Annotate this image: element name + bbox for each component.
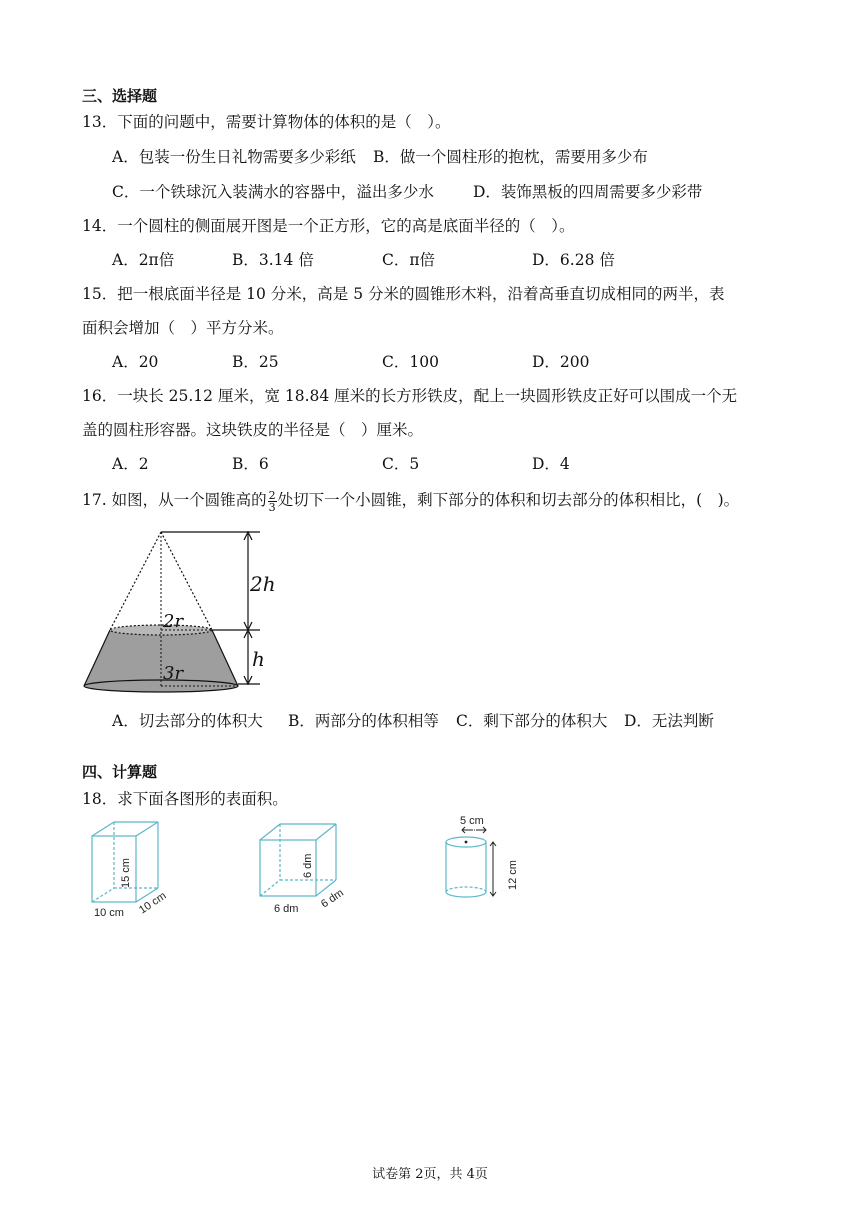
cone-cut-figure: [78, 526, 278, 696]
fraction-denominator: 3: [268, 500, 276, 514]
q17-option-b: B．两部分的体积相等: [288, 712, 439, 730]
q13-option-d: D．装饰黑板的四周需要多少彩带: [473, 183, 703, 201]
q13-option-a: A．包装一份生日礼物需要多少彩纸: [112, 148, 356, 166]
label-2h: 2h: [250, 572, 276, 596]
q14-option-c: C．π倍: [382, 251, 436, 269]
q18-stem: 18．求下面各图形的表面积。: [82, 790, 288, 808]
q17-stem-before: 17. 如图，从一个圆锥高的: [82, 491, 267, 509]
q15-stem-line1: 15．把一根底面半径是 10 分米，高是 5 分米的圆锥形木料，沿着高垂直切成相同的两半，表: [82, 285, 725, 303]
q13-option-c: C．一个铁球沉入装满水的容器中，溢出多少水: [112, 183, 434, 201]
cylinder-diameter-label: 5 cm: [460, 815, 484, 827]
cube-width-label: 6 dm: [274, 903, 299, 915]
q15-option-d: D．200: [532, 353, 590, 371]
q16-stem-line1: 16．一块长 25.12 厘米，宽 18.84 厘米的长方形铁皮，配上一块圆形铁皮正好可以围成一个无: [82, 387, 738, 405]
q15-option-c: C．100: [382, 353, 439, 371]
section-title-choice: 三、选择题: [82, 87, 158, 105]
cuboid-figure: [84, 816, 174, 920]
q17-option-a: A．切去部分的体积大: [112, 712, 263, 730]
q13-stem: 13．下面的问题中，需要计算物体的体积的是（ ）。: [82, 113, 451, 131]
label-h: h: [252, 647, 265, 671]
q15-option-a: A．20: [112, 353, 159, 371]
fraction-two-thirds: [268, 490, 277, 513]
label-3r: 3r: [163, 663, 184, 684]
cube-depth-label: 6 dm: [318, 886, 346, 911]
q13-option-b: B．做一个圆柱形的抱枕，需要用多少布: [373, 148, 648, 166]
q16-option-d: D．4: [532, 455, 570, 473]
page-footer: 试卷第 2页，共 4页: [372, 1167, 488, 1182]
q16-stem-line2: 盖的圆柱形容器。这块铁皮的半径是（ ）厘米。: [82, 421, 424, 439]
cuboid-depth-label: 10 cm: [136, 889, 169, 917]
q14-stem: 14．一个圆柱的侧面展开图是一个正方形，它的高是底面半径的（ ）。: [82, 217, 575, 235]
q16-option-b: B．6: [232, 455, 269, 473]
cuboid-height-label: 15 cm: [120, 858, 132, 888]
cuboid-width-label: 10 cm: [94, 907, 124, 919]
cube-figure: [254, 816, 354, 920]
section-title-calculation: 四、计算题: [82, 763, 158, 781]
fraction-numerator: 2: [268, 488, 276, 502]
label-2r: 2r: [163, 611, 184, 632]
q17-stem: [82, 488, 739, 513]
q17-stem-after: 处切下一个小圆锥，剩下部分的体积和切去部分的体积相比，( )。: [277, 491, 740, 509]
q14-option-a: A．2π倍: [112, 251, 175, 269]
cylinder-height-label: 12 cm: [507, 860, 519, 890]
q15-option-b: B．25: [232, 353, 279, 371]
q17-option-c: C．剩下部分的体积大: [456, 712, 608, 730]
q14-option-b: B．3.14 倍: [232, 251, 314, 269]
q17-option-d: D．无法判断: [624, 712, 714, 730]
q16-option-a: A．2: [112, 455, 149, 473]
cylinder-figure: [436, 812, 526, 908]
q14-option-d: D．6.28 倍: [532, 251, 615, 269]
cube-height-label: 6 dm: [302, 853, 314, 878]
q15-stem-line2: 面积会增加（ ）平方分米。: [82, 319, 284, 337]
q16-option-c: C．5: [382, 455, 420, 473]
